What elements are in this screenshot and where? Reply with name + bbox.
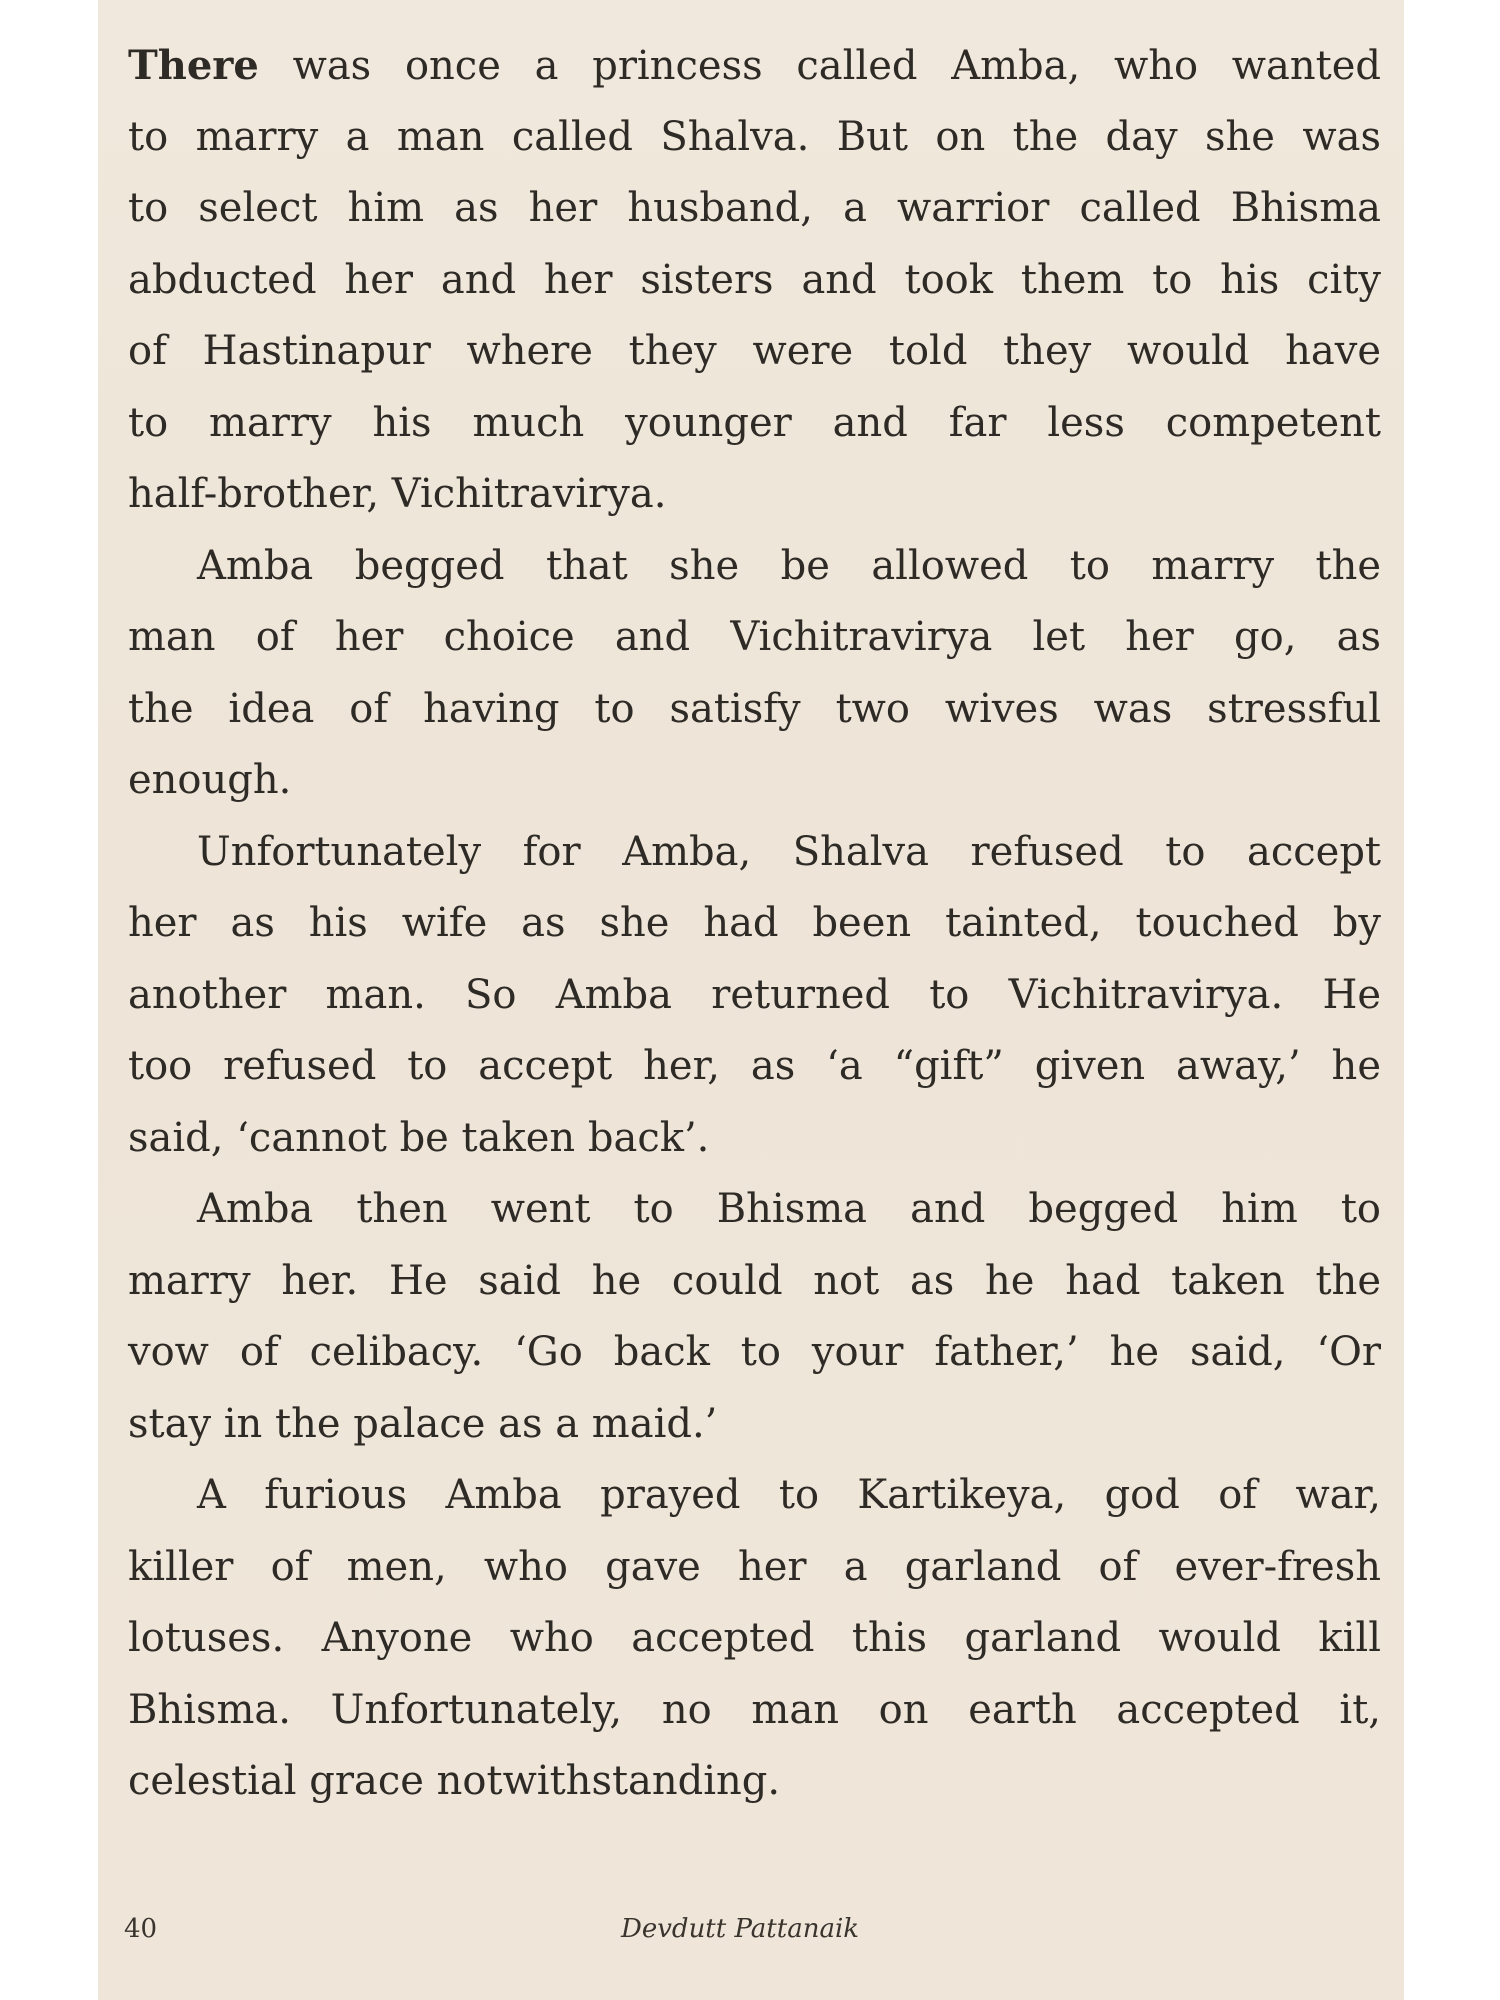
text-line-content: was once a princess called Amba, who wanted bbox=[258, 43, 1381, 89]
text-line-content: A furious Amba prayed to Kartikeya, god of war, bbox=[197, 1472, 1381, 1518]
text-line-content: another man. So Amba returned to Vichitravirya. He bbox=[128, 971, 1381, 1018]
text-line-content: abducted her and her sisters and took them to his city bbox=[128, 256, 1381, 303]
text-line-content: of Hastinapur where they were told they would have bbox=[128, 328, 1381, 374]
text-line-content: Unfortunately for Amba, Shalva refused to accept bbox=[197, 828, 1381, 875]
text-line-content: to marry a man called Shalva. But on the day she was bbox=[128, 113, 1381, 160]
book-page bbox=[98, 0, 1404, 2000]
text-line-content: lotuses. Anyone who accepted this garland would kill bbox=[128, 1615, 1381, 1661]
text-line bbox=[128, 1675, 1381, 1747]
text-line-content: to marry his much younger and far less competent bbox=[128, 399, 1381, 446]
text-line-content: marry her. He said he could not as he had taken the bbox=[128, 1257, 1381, 1304]
text-line bbox=[128, 1174, 1381, 1246]
text-line bbox=[128, 817, 1381, 889]
text-line bbox=[128, 388, 1381, 460]
text-line-content: celestial grace notwithstanding. bbox=[128, 1758, 781, 1804]
text-line-content: her as his wife as she had been tainted, touched by bbox=[128, 900, 1381, 946]
text-line bbox=[128, 1603, 1381, 1675]
text-line-content: half-brother, Vichitravirya. bbox=[128, 471, 667, 517]
text-line bbox=[128, 1460, 1381, 1532]
running-head-author: Devdutt Pattanaik bbox=[621, 1914, 860, 1944]
text-line bbox=[128, 1532, 1381, 1604]
text-line bbox=[128, 531, 1381, 603]
text-line bbox=[128, 316, 1381, 388]
body-text bbox=[128, 30, 1381, 1818]
text-line bbox=[128, 674, 1381, 746]
text-line bbox=[128, 459, 1381, 531]
text-line-content: stay in the palace as a maid.’ bbox=[128, 1400, 718, 1447]
text-line-content: too refused to accept her, as ‘a “gift” given away,’ he bbox=[128, 1043, 1381, 1089]
page-number: 40 bbox=[124, 1914, 158, 1944]
text-line-content: vow of celibacy. ‘Go back to your father,’ he said, ‘Or bbox=[128, 1329, 1381, 1375]
text-line bbox=[128, 1746, 1381, 1818]
text-line bbox=[128, 173, 1381, 245]
text-line bbox=[128, 888, 1381, 960]
text-line bbox=[128, 1389, 1381, 1461]
text-line bbox=[128, 1103, 1381, 1175]
text-line-content: Bhisma. Unfortunately, no man on earth accepted it, bbox=[128, 1686, 1381, 1733]
text-line bbox=[128, 745, 1381, 817]
text-line bbox=[128, 602, 1381, 674]
text-line bbox=[128, 1031, 1381, 1103]
opening-word: There bbox=[128, 42, 259, 89]
text-line-content: man of her choice and Vichitravirya let her go, as bbox=[128, 614, 1381, 660]
text-line-content: Amba begged that she be allowed to marry the bbox=[197, 542, 1381, 589]
text-line-content: Amba then went to Bhisma and begged him to bbox=[197, 1186, 1381, 1232]
text-line-content: enough. bbox=[128, 757, 292, 803]
text-line-content: said, ‘cannot be taken back’. bbox=[128, 1114, 710, 1161]
text-line-content: killer of men, who gave her a garland of ever-fresh bbox=[128, 1543, 1381, 1590]
text-line bbox=[128, 1317, 1381, 1389]
text-line bbox=[128, 102, 1381, 174]
text-line bbox=[128, 245, 1381, 317]
text-line-content: to select him as her husband, a warrior called Bhisma bbox=[128, 185, 1381, 231]
text-line-content: the idea of having to satisfy two wives was stressful bbox=[128, 685, 1381, 732]
text-line bbox=[128, 30, 1381, 102]
text-line bbox=[128, 1246, 1381, 1318]
text-line bbox=[128, 960, 1381, 1032]
